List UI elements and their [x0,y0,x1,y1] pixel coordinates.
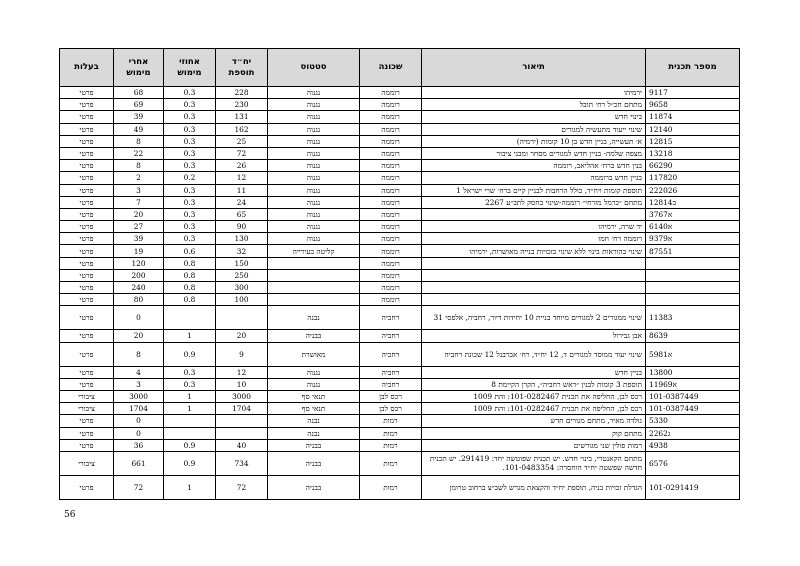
header-realization-percent: אחוזי מימוש [164,49,216,87]
cell-status: נגנוה [268,172,360,184]
cell-after-realization: 1704 [114,403,164,415]
cell-plan-number: 9379א [646,233,740,245]
cell-status [268,294,360,306]
cell-added-units: 9 [216,342,268,366]
cell-description: מתחם ״כרמל מזרחי״ רוממה-שינוי בחסק לתב״ע 2267 [422,196,646,208]
cell-status: נגנוה [268,196,360,208]
cell-neighborhood: רכס לבן [360,403,422,415]
cell-status: נגנוה [268,160,360,172]
cell-plan-number: 12814ב [646,196,740,208]
cell-added-units: 100 [216,294,268,306]
table-row [60,366,740,378]
cell-realization-percent: 0.3 [164,135,216,147]
table-row [60,184,740,196]
cell-plan-number [646,294,740,306]
cell-after-realization: 8 [114,135,164,147]
cell-status: בבניה [268,475,360,499]
cell-realization-percent: 0.8 [164,257,216,269]
cell-ownership: פרטי [60,378,114,390]
cell-after-realization: 0 [114,415,164,427]
cell-realization-percent: 0.8 [164,282,216,294]
header-after-realization: אחרי מימוש [114,49,164,87]
cell-added-units: 12 [216,172,268,184]
cell-plan-number: 117820 [646,172,740,184]
cell-plan-number: 5981א [646,342,740,366]
cell-plan-number [646,282,740,294]
cell-ownership: פרטי [60,475,114,499]
cell-status: נגנוה [268,87,360,99]
cell-added-units: 230 [216,99,268,111]
cell-added-units: 65 [216,208,268,220]
cell-ownership: פרטי [60,184,114,196]
cell-after-realization: 72 [114,475,164,499]
cell-realization-percent [164,306,216,330]
cell-status: נגנוה [268,123,360,135]
cell-added-units: 32 [216,245,268,257]
cell-neighborhood: רוממה [360,196,422,208]
cell-plan-number: 87551 [646,245,740,257]
cell-plan-number [646,257,740,269]
cell-realization-percent: 0.3 [164,123,216,135]
cell-neighborhood: רחביה [360,366,422,378]
cell-plan-number: 222026 [646,184,740,196]
cell-plan-number: 9658 [646,99,740,111]
cell-status: נבנה [268,306,360,330]
cell-description: מתחם קוק [422,427,646,439]
cell-status: נגנוה [268,111,360,123]
cell-realization-percent: 1 [164,475,216,499]
cell-realization-percent: 0.3 [164,111,216,123]
cell-realization-percent: 0.3 [164,160,216,172]
cell-neighborhood: רוממה [360,123,422,135]
cell-added-units: 72 [216,147,268,159]
cell-ownership: פרטי [60,123,114,135]
cell-after-realization: 8 [114,342,164,366]
table-row [60,172,740,184]
header-description: תיאור [422,49,646,87]
cell-plan-number: 11969א [646,378,740,390]
cell-plan-number: 9117 [646,87,740,99]
table-row [60,403,740,415]
table-row [60,87,740,99]
cell-after-realization: 68 [114,87,164,99]
cell-neighborhood: רוממה [360,294,422,306]
cell-after-realization: 3 [114,184,164,196]
cell-status: נבנה [268,427,360,439]
cell-plan-number: 4938 [646,439,740,451]
cell-plan-number: 66290 [646,160,740,172]
cell-ownership: פרטי [60,427,114,439]
cell-after-realization: 69 [114,99,164,111]
cell-realization-percent: 1 [164,403,216,415]
cell-ownership: ציבורי [60,451,114,475]
cell-after-realization: 3000 [114,390,164,402]
cell-status: נגנוה [268,378,360,390]
cell-status: נגנוה [268,221,360,233]
cell-neighborhood: רמות [360,475,422,499]
cell-status: בבניה [268,330,360,342]
cell-realization-percent: 0.3 [164,196,216,208]
cell-description: א׳ תעשייה, בניין חדש בן 10 קומות (ירמיה) [422,135,646,147]
cell-neighborhood: רוממה [360,135,422,147]
cell-neighborhood: רוממה [360,147,422,159]
cell-added-units: 10 [216,378,268,390]
cell-added-units: 20 [216,330,268,342]
cell-status: נגנוה [268,135,360,147]
cell-added-units: 734 [216,451,268,475]
cell-neighborhood: רוממה [360,172,422,184]
cell-after-realization: 39 [114,233,164,245]
cell-neighborhood: רחביה [360,306,422,330]
cell-after-realization: 7 [114,196,164,208]
cell-ownership: פרטי [60,366,114,378]
cell-added-units [216,427,268,439]
cell-realization-percent: 0.8 [164,294,216,306]
cell-added-units: 250 [216,269,268,281]
cell-added-units: 300 [216,282,268,294]
cell-neighborhood: רוממה [360,245,422,257]
cell-neighborhood: רוממה [360,282,422,294]
cell-added-units [216,306,268,330]
header-row [60,49,740,87]
cell-realization-percent: 1 [164,330,216,342]
cell-plan-number: 3767א [646,208,740,220]
cell-after-realization: 200 [114,269,164,281]
cell-ownership: פרטי [60,257,114,269]
table-row [60,390,740,402]
cell-added-units: 131 [216,111,268,123]
cell-status: תנאי סף [268,403,360,415]
cell-status: נגנוה [268,233,360,245]
cell-neighborhood: רוממה [360,221,422,233]
cell-added-units [216,415,268,427]
table-row [60,439,740,451]
cell-ownership: פרטי [60,269,114,281]
cell-added-units: 11 [216,184,268,196]
table-row [60,257,740,269]
cell-plan-number [646,269,740,281]
cell-after-realization: 39 [114,111,164,123]
cell-status [268,282,360,294]
cell-status: נגנוה [268,147,360,159]
cell-neighborhood: רוממה [360,208,422,220]
cell-realization-percent: 0.3 [164,99,216,111]
cell-after-realization: 49 [114,123,164,135]
cell-ownership: פרטי [60,439,114,451]
cell-description: תוספת קומות ויח״ד, כולל הרחבות לבניין קיים ברח׳ שרי ישראל 1 [422,184,646,196]
cell-realization-percent: 0.3 [164,221,216,233]
cell-description: ירמיהו [422,87,646,99]
cell-status: נבנה [268,415,360,427]
cell-neighborhood: רוממה [360,111,422,123]
cell-neighborhood: רמות [360,427,422,439]
cell-after-realization: 20 [114,208,164,220]
cell-status: בבניה [268,451,360,475]
cell-added-units: 228 [216,87,268,99]
cell-realization-percent: 0.3 [164,366,216,378]
cell-plan-number: 2262ג [646,427,740,439]
cell-realization-percent: 0.9 [164,439,216,451]
cell-plan-number: 101-0387449 [646,403,740,415]
cell-ownership: פרטי [60,147,114,159]
cell-after-realization: 661 [114,451,164,475]
cell-description: אבן גבירול [422,330,646,342]
cell-neighborhood: רוממה [360,269,422,281]
cell-realization-percent: 0.3 [164,87,216,99]
table-row [60,221,740,233]
header-neighborhood: שכונה [360,49,422,87]
cell-added-units: 24 [216,196,268,208]
cell-added-units: 72 [216,475,268,499]
table-row [60,342,740,366]
cell-after-realization: 3 [114,378,164,390]
cell-neighborhood: רמות [360,415,422,427]
cell-realization-percent: 0.9 [164,342,216,366]
cell-description: יד שרה, ירמיהו [422,221,646,233]
cell-realization-percent: 0.3 [164,147,216,159]
cell-neighborhood: רוממה [360,160,422,172]
cell-added-units: 162 [216,123,268,135]
cell-status: מאושרת [268,342,360,366]
cell-plan-number: 8639 [646,330,740,342]
cell-added-units: 3000 [216,390,268,402]
cell-realization-percent [164,427,216,439]
cell-description: רמות פולין שני מגורשים [422,439,646,451]
cell-neighborhood: רוממה [360,99,422,111]
cell-ownership: פרטי [60,306,114,330]
table-row [60,330,740,342]
table-row [60,294,740,306]
cell-realization-percent: 0.3 [164,378,216,390]
cell-ownership: פרטי [60,87,114,99]
cell-realization-percent: 0.8 [164,269,216,281]
cell-description [422,257,646,269]
table-row [60,99,740,111]
cell-plan-number: 12815 [646,135,740,147]
cell-realization-percent: 0.3 [164,208,216,220]
table-row [60,147,740,159]
cell-neighborhood: רמות [360,439,422,451]
cell-after-realization: 36 [114,439,164,451]
table-row [60,415,740,427]
cell-plan-number: 5330 [646,415,740,427]
table-row [60,378,740,390]
cell-status: תנאי סף [268,390,360,402]
cell-added-units: 25 [216,135,268,147]
cell-description [422,294,646,306]
cell-neighborhood: רכס לבן [360,390,422,402]
table-row [60,282,740,294]
cell-after-realization: 27 [114,221,164,233]
cell-ownership: פרטי [60,99,114,111]
cell-neighborhood: רחביה [360,378,422,390]
cell-after-realization: 20 [114,330,164,342]
cell-ownership: פרטי [60,330,114,342]
cell-after-realization: 0 [114,427,164,439]
table-row [60,135,740,147]
cell-description: רכס לבן, החליפה את תכנית 101-0282467: והת 1009 [422,403,646,415]
cell-neighborhood: רוממה [360,233,422,245]
table-row [60,451,740,475]
cell-description: גולדה מאיר, מתחם מגורים חדש [422,415,646,427]
cell-description: הגדלת זכויות בניה, תוספת יח״ד והקצאת מגרש לשב״צ ברחוב טרומן [422,475,646,499]
cell-realization-percent: 0.6 [164,245,216,257]
cell-description: שינוי ייעוד מתעשיה למגורים [422,123,646,135]
cell-neighborhood: רוממה [360,257,422,269]
cell-ownership: פרטי [60,233,114,245]
cell-plan-number: 11383 [646,306,740,330]
cell-after-realization: 4 [114,366,164,378]
cell-after-realization: 80 [114,294,164,306]
cell-ownership: פרטי [60,196,114,208]
cell-status [268,257,360,269]
cell-description: מתחם הקאנטרי, בינוי חדש. יש תכנית שפוטשה יחד: 291419. יש תכנית חדשה שפשטה יח״ד הוחסרה: 101-0483354. [422,451,646,475]
table-row [60,208,740,220]
cell-status: נגנוה [268,99,360,111]
cell-description: שינוי ממגורים 2 למגורים מיוחד בניית 10 יחידות דיור, רחביה, אלפסי 31 [422,306,646,330]
cell-description: בניין חדש ברוממה [422,172,646,184]
cell-ownership: פרטי [60,172,114,184]
cell-status: בבניה [268,439,360,451]
cell-added-units: 1704 [216,403,268,415]
cell-description: מצפה שלמה- בניין חדש למגורים מסחר ומבני ציבור [422,147,646,159]
cell-status: נגנוה [268,184,360,196]
cell-status: נגנוה [268,366,360,378]
cell-plan-number: 101-0387449 [646,390,740,402]
cell-neighborhood: רמות [360,451,422,475]
cell-description: רכס לבן, החליפה את תכנית 101-0282467: והת 1009 [422,390,646,402]
header-plan-number: מספר תכנית [646,49,740,87]
cell-description [422,208,646,220]
table-row [60,196,740,208]
cell-ownership: פרטי [60,135,114,147]
cell-status [268,269,360,281]
cell-ownership: פרטי [60,342,114,366]
cell-status: קליטה בעירייה [268,245,360,257]
header-status: סטטוס [268,49,360,87]
table-row [60,160,740,172]
cell-plan-number: 101-0291419 [646,475,740,499]
header-added-units: יח״ד תוספת [216,49,268,87]
cell-neighborhood: רחביה [360,342,422,366]
cell-ownership: פרטי [60,221,114,233]
cell-realization-percent: 0.3 [164,233,216,245]
cell-ownership: פרטי [60,294,114,306]
cell-realization-percent [164,415,216,427]
cell-after-realization: 2 [114,172,164,184]
cell-ownership: פרטי [60,245,114,257]
cell-neighborhood: רוממה [360,184,422,196]
cell-neighborhood: רוממה [360,87,422,99]
cell-after-realization: 8 [114,160,164,172]
table-row [60,123,740,135]
cell-realization-percent: 0.3 [164,184,216,196]
cell-added-units: 12 [216,366,268,378]
cell-realization-percent: 0.9 [164,451,216,475]
cell-plan-number: 6576 [646,451,740,475]
cell-after-realization: 22 [114,147,164,159]
plans-table [59,48,740,500]
cell-ownership: פרטי [60,160,114,172]
table-row [60,269,740,281]
cell-description: שינוי יעוד ממוסד למגורים ד, 12 יח״ד, רח׳ אברבנל 12 שכונת רחביה [422,342,646,366]
cell-description [422,269,646,281]
table-body [60,87,740,500]
cell-ownership: פרטי [60,208,114,220]
cell-neighborhood: רחביה [360,330,422,342]
header-ownership: בעלות [60,49,114,87]
table-row [60,306,740,330]
cell-added-units: 26 [216,160,268,172]
cell-after-realization: 19 [114,245,164,257]
table-row [60,233,740,245]
cell-ownership: פרטי [60,111,114,123]
cell-ownership: פרטי [60,415,114,427]
cell-ownership: ציבורי [60,403,114,415]
cell-description: מתחם חכ״ל רח׳ תובל [422,99,646,111]
cell-description: בנין חדש ברח׳ אהליאב, רוממה [422,160,646,172]
cell-status: נגנוה [268,208,360,220]
cell-plan-number: 11874 [646,111,740,123]
cell-description [422,282,646,294]
page-number: 56 [64,510,76,520]
cell-description: בינוי חדש [422,111,646,123]
cell-plan-number: 13800 [646,366,740,378]
table-row [60,427,740,439]
cell-added-units: 130 [216,233,268,245]
cell-added-units: 40 [216,439,268,451]
cell-plan-number: 13218 [646,147,740,159]
table-row [60,245,740,257]
cell-description: בניין חדש [422,366,646,378]
cell-after-realization: 240 [114,282,164,294]
cell-realization-percent: 0.2 [164,172,216,184]
cell-plan-number: 12140 [646,123,740,135]
cell-description: שינוי בהוראות בינוי ללא שינוי בזכויות בנייה מאושרות, ירמיהו [422,245,646,257]
table-row [60,111,740,123]
cell-added-units: 150 [216,257,268,269]
table-row [60,475,740,499]
cell-ownership: פרטי [60,282,114,294]
cell-realization-percent: 1 [164,390,216,402]
cell-plan-number: 6140א [646,221,740,233]
cell-added-units: 90 [216,221,268,233]
cell-description: רוממה רח׳ חמו [422,233,646,245]
cell-ownership: ציבורי [60,390,114,402]
cell-after-realization: 120 [114,257,164,269]
cell-description: תוספת 3 קומות לבנין ״ראש רחביה״, הקרן הקיימת 8 [422,378,646,390]
cell-after-realization: 0 [114,306,164,330]
